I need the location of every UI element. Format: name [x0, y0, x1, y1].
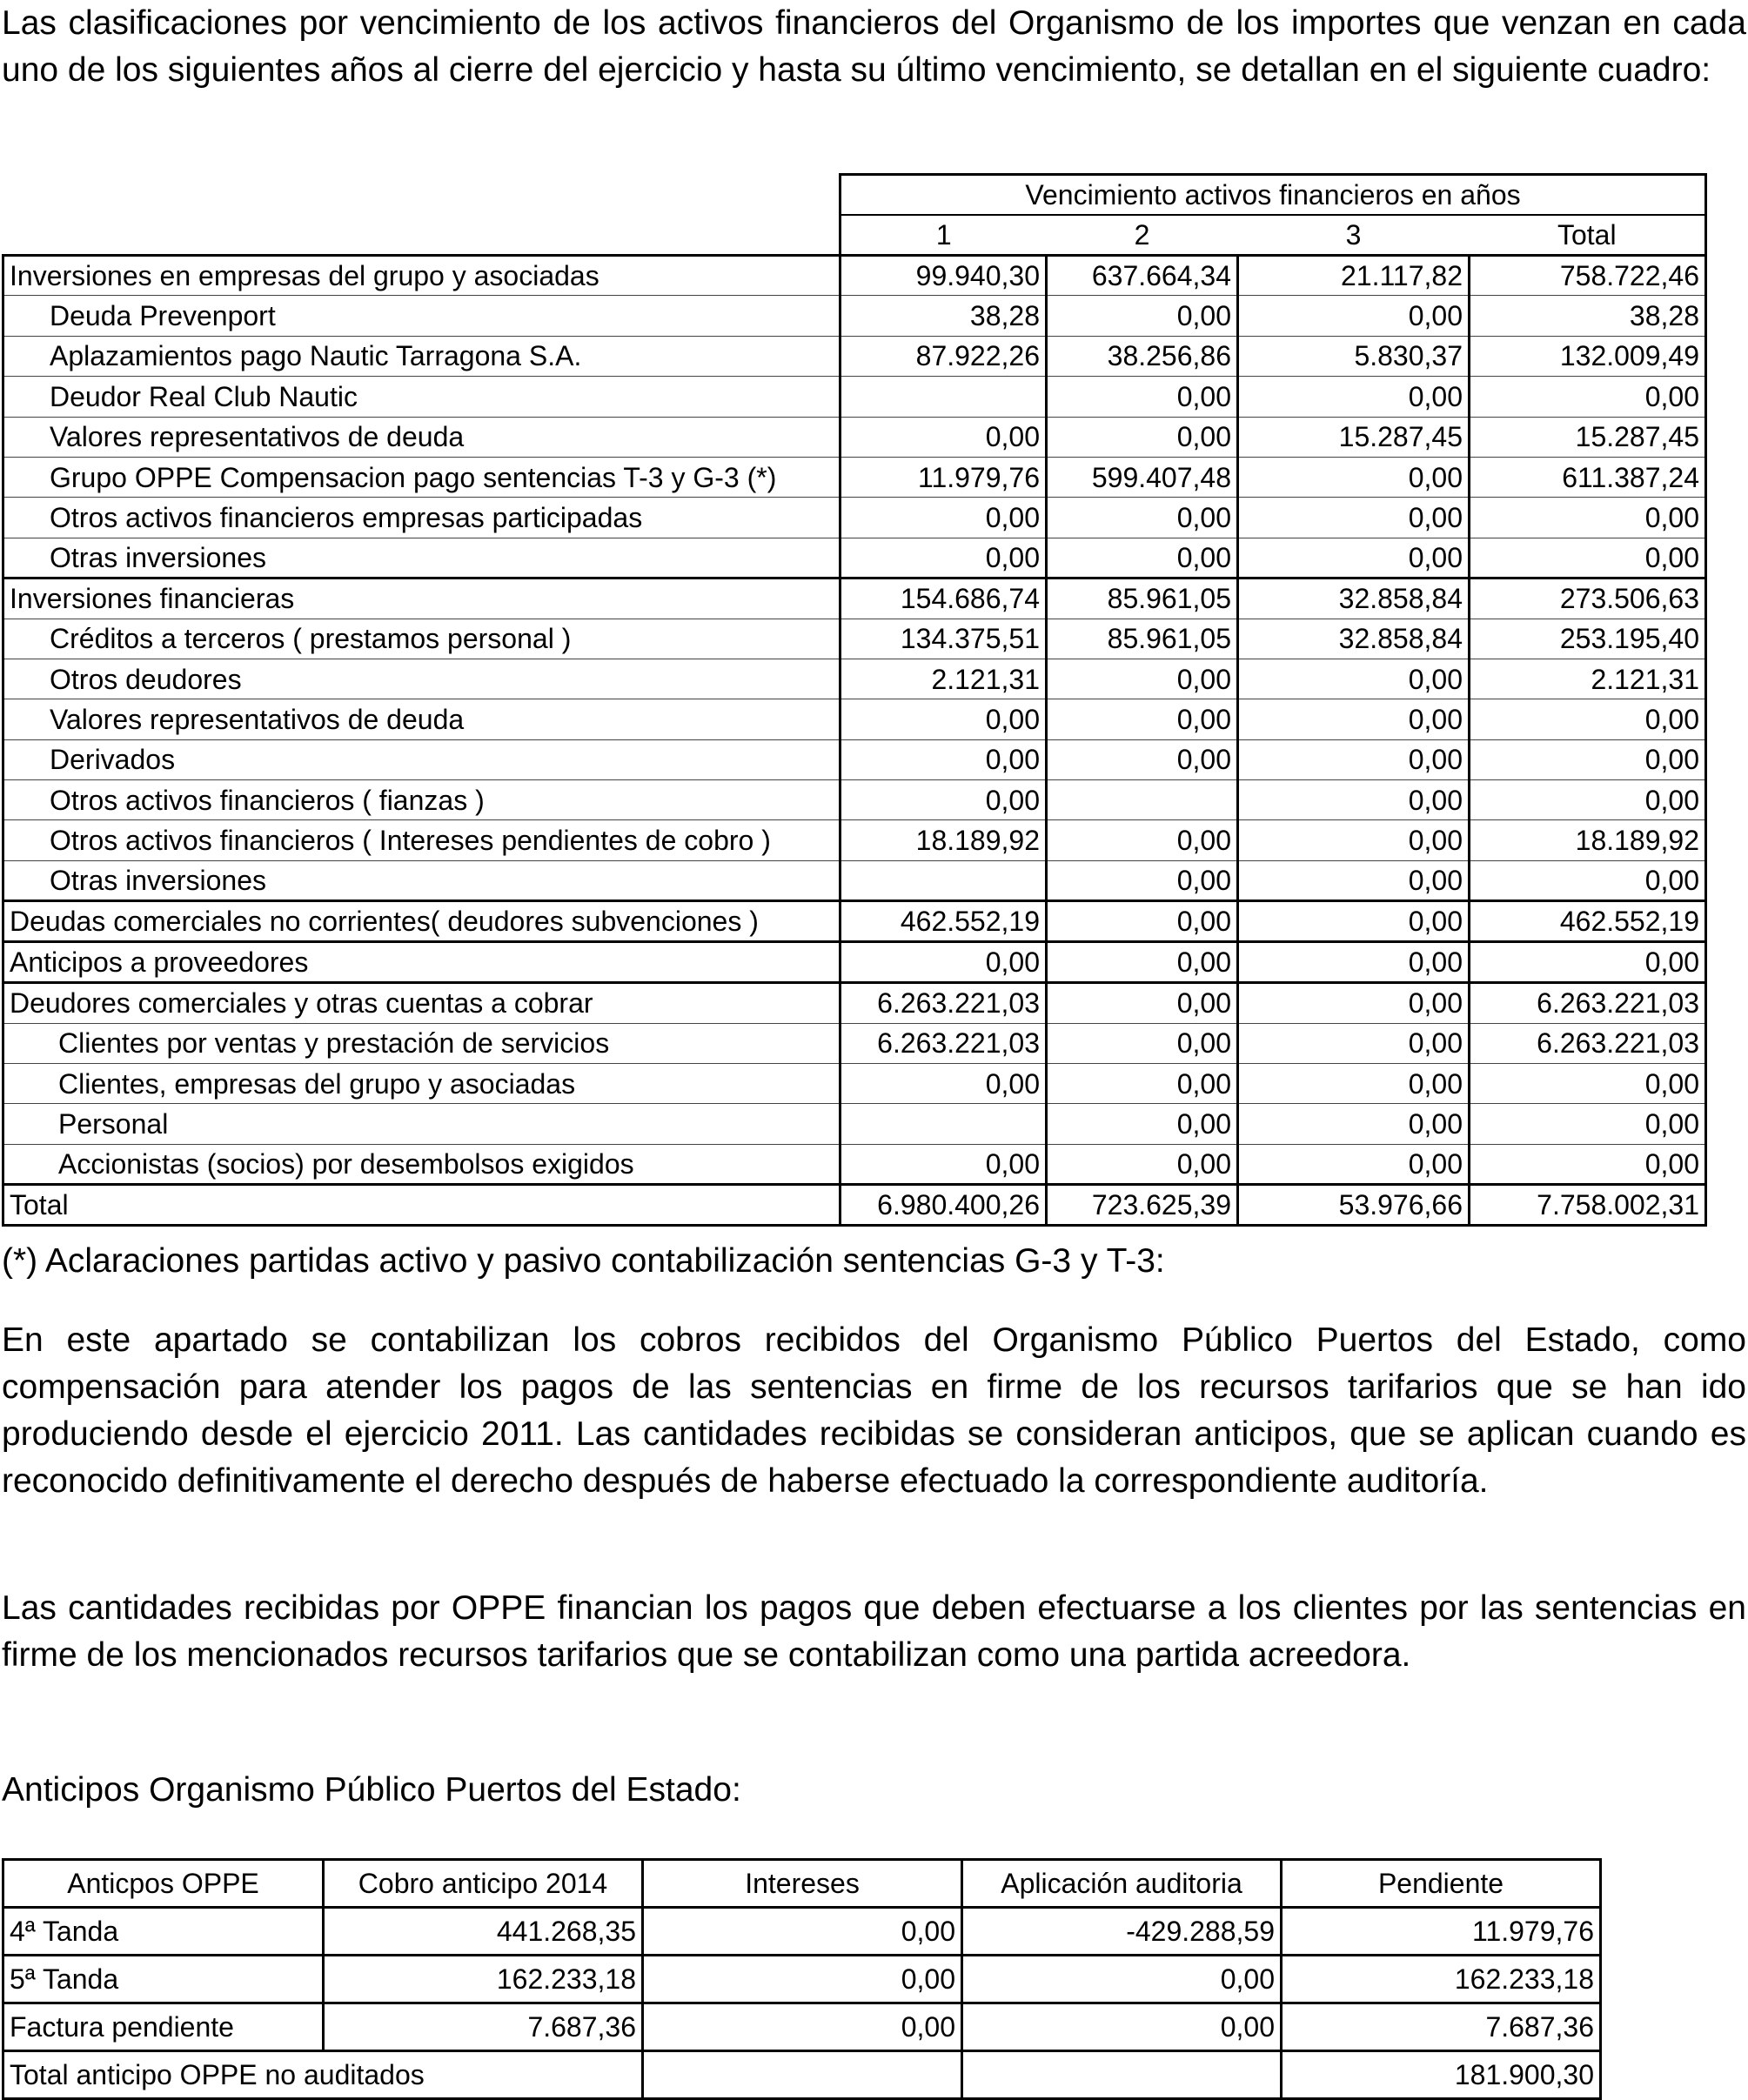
- cell-year-3: 0,00: [1238, 1104, 1470, 1144]
- row-label: Clientes, empresas del grupo y asociadas: [3, 1064, 841, 1104]
- row-label: Otras inversiones: [3, 538, 841, 578]
- cell-year-1: 0,00: [841, 699, 1047, 739]
- column-header-year-3: 3: [1238, 215, 1470, 256]
- table-row: [3, 498, 1706, 538]
- advances-column-header: Anticpos OPPE: [3, 1860, 324, 1908]
- cell-year-3: 0,00: [1238, 699, 1470, 739]
- cell-year-3: 32.858,84: [1238, 579, 1470, 619]
- cell-year-1: 6.263.221,03: [841, 983, 1047, 1023]
- cell-year-2: 0,00: [1047, 1064, 1238, 1104]
- row-label: Derivados: [3, 739, 841, 779]
- cell-year-3: 5.830,37: [1238, 336, 1470, 376]
- advances-total-label: Total anticipo OPPE no auditados: [3, 2051, 643, 2099]
- cell-year-1: 134.375,51: [841, 619, 1047, 659]
- cell-year-2: 0,00: [1047, 377, 1238, 417]
- cell-total: 253.195,40: [1470, 619, 1706, 659]
- advances-total-value: 181.900,30: [1282, 2051, 1601, 2099]
- cell-year-2: 0,00: [1047, 1144, 1238, 1184]
- cell-year-3: 21.117,82: [1238, 256, 1470, 296]
- cell-year-3: 0,00: [1238, 498, 1470, 538]
- maturity-group-header: Vencimiento activos financieros en años: [841, 175, 1706, 216]
- cell-year-2: 0,00: [1047, 1104, 1238, 1144]
- maturity-column-header-row: [3, 215, 1706, 256]
- cell-year-2: 38.256,86: [1047, 336, 1238, 376]
- row-label: Deudas comerciales no corrientes( deudores subvenciones ): [3, 901, 841, 942]
- cell-year-2: 0,00: [1047, 1023, 1238, 1063]
- cell-total: 2.121,31: [1470, 659, 1706, 699]
- paragraph-oppe-financing: Las cantidades recibidas por OPPE financian los pagos que deben efectuarse a los clientes por las sentencias en firme de los mencionados recursos tarifarios que se contabilizan como una partida acreedora.: [2, 1589, 1746, 1674]
- table-row: [3, 1064, 1706, 1104]
- row-label: Clientes por ventas y prestación de servicios: [3, 1023, 841, 1063]
- cell-total: 18.189,92: [1470, 820, 1706, 860]
- cell-year-1: 18.189,92: [841, 820, 1047, 860]
- cell-year-3: 0,00: [1238, 1023, 1470, 1063]
- table-row: [3, 780, 1706, 820]
- cell-year-2: 0,00: [1047, 983, 1238, 1023]
- cell-year-3: 0,00: [1238, 377, 1470, 417]
- advances-row-label: 4ª Tanda: [3, 1908, 324, 1956]
- table-row: [3, 1956, 1601, 2003]
- cell-year-2: 599.407,48: [1047, 457, 1238, 497]
- cell-year-1: 6.980.400,26: [841, 1185, 1047, 1226]
- cell-year-3: 0,00: [1238, 739, 1470, 779]
- cell-year-1: 0,00: [841, 417, 1047, 457]
- advances-cell: -429.288,59: [962, 1908, 1282, 1956]
- cell-total: 273.506,63: [1470, 579, 1706, 619]
- table-row: [3, 1908, 1601, 1956]
- row-label: Otros activos financieros ( Intereses pendientes de cobro ): [3, 820, 841, 860]
- advances-cell: 11.979,76: [1282, 1908, 1601, 1956]
- cell-total: 0,00: [1470, 739, 1706, 779]
- cell-total: 0,00: [1470, 1064, 1706, 1104]
- table-row: [3, 860, 1706, 900]
- cell-year-1: 462.552,19: [841, 901, 1047, 942]
- table-row: [3, 739, 1706, 779]
- cell-total: 6.263.221,03: [1470, 983, 1706, 1023]
- cell-total: 0,00: [1470, 1144, 1706, 1184]
- cell-year-1: 6.263.221,03: [841, 1023, 1047, 1063]
- cell-year-3: 0,00: [1238, 659, 1470, 699]
- cell-year-3: 15.287,45: [1238, 417, 1470, 457]
- row-label: Otros deudores: [3, 659, 841, 699]
- cell-total: 0,00: [1470, 538, 1706, 578]
- row-label: Accionistas (socios) por desembolsos exigidos: [3, 1144, 841, 1184]
- table-row: [3, 619, 1706, 659]
- table-row: [3, 983, 1706, 1023]
- cell-total: 38,28: [1470, 296, 1706, 336]
- cell-year-2: 0,00: [1047, 942, 1238, 983]
- advances-cell: 0,00: [643, 2003, 962, 2051]
- cell-year-3: 0,00: [1238, 457, 1470, 497]
- table-row: [3, 256, 1706, 296]
- cell-total: 611.387,24: [1470, 457, 1706, 497]
- cell-year-3: 0,00: [1238, 942, 1470, 983]
- cell-year-2: 85.961,05: [1047, 579, 1238, 619]
- advances-cell: 0,00: [643, 1956, 962, 2003]
- cell-year-2: 0,00: [1047, 417, 1238, 457]
- cell-year-2: 0,00: [1047, 498, 1238, 538]
- cell-total: 0,00: [1470, 780, 1706, 820]
- cell-year-3: 0,00: [1238, 780, 1470, 820]
- table-row: [3, 820, 1706, 860]
- advances-column-header: Aplicación auditoria: [962, 1860, 1282, 1908]
- row-label: Grupo OPPE Compensacion pago sentencias T-3 y G-3 (*): [3, 457, 841, 497]
- row-label: Deudores comerciales y otras cuentas a cobrar: [3, 983, 841, 1023]
- row-label: Inversiones en empresas del grupo y asociadas: [3, 256, 841, 296]
- cell-total: 0,00: [1470, 699, 1706, 739]
- table-row: [3, 538, 1706, 578]
- maturity-table: [2, 173, 1707, 1227]
- table-row: [3, 1185, 1706, 1226]
- cell-year-2: [1047, 780, 1238, 820]
- advances-column-header: Intereses: [643, 1860, 962, 1908]
- cell-year-3: 0,00: [1238, 901, 1470, 942]
- cell-year-3: 0,00: [1238, 820, 1470, 860]
- advances-row-label: 5ª Tanda: [3, 1956, 324, 2003]
- cell-total: 0,00: [1470, 377, 1706, 417]
- cell-year-1: 87.922,26: [841, 336, 1047, 376]
- cell-total: 462.552,19: [1470, 901, 1706, 942]
- advances-cell: 162.233,18: [324, 1956, 643, 2003]
- table-row: [3, 296, 1706, 336]
- cell-year-1: 11.979,76: [841, 457, 1047, 497]
- advances-table: [2, 1858, 1602, 2100]
- advances-title: Anticipos Organismo Público Puertos del Estado:: [2, 1771, 741, 1809]
- advances-row-label: Factura pendiente: [3, 2003, 324, 2051]
- cell-year-1: 0,00: [841, 942, 1047, 983]
- table-row: [3, 659, 1706, 699]
- advances-column-header: Pendiente: [1282, 1860, 1601, 1908]
- row-label: Aplazamientos pago Nautic Tarragona S.A.: [3, 336, 841, 376]
- cell-total: 132.009,49: [1470, 336, 1706, 376]
- cell-total: 6.263.221,03: [1470, 1023, 1706, 1063]
- cell-year-1: [841, 377, 1047, 417]
- table-row: [3, 457, 1706, 497]
- table-row: [3, 417, 1706, 457]
- cell-year-1: 0,00: [841, 739, 1047, 779]
- cell-total: 0,00: [1470, 1104, 1706, 1144]
- table-row: [3, 1144, 1706, 1184]
- row-label: Personal: [3, 1104, 841, 1144]
- cell-year-3: 0,00: [1238, 983, 1470, 1023]
- cell-total: 0,00: [1470, 942, 1706, 983]
- cell-year-1: 0,00: [841, 498, 1047, 538]
- cell-year-1: 2.121,31: [841, 659, 1047, 699]
- advances-cell: 162.233,18: [1282, 1956, 1601, 2003]
- column-header-year-1: 1: [841, 215, 1047, 256]
- cell-year-2: 0,00: [1047, 699, 1238, 739]
- cell-year-3: 53.976,66: [1238, 1185, 1470, 1226]
- cell-year-3: 0,00: [1238, 860, 1470, 900]
- advances-header-row: [3, 1860, 1601, 1908]
- cell-year-1: 154.686,74: [841, 579, 1047, 619]
- table-row: [3, 2003, 1601, 2051]
- cell-year-1: [841, 1104, 1047, 1144]
- advances-total-row: [3, 2051, 1601, 2099]
- cell-year-1: 0,00: [841, 1064, 1047, 1104]
- row-label: Créditos a terceros ( prestamos personal ): [3, 619, 841, 659]
- row-label: Anticipos a proveedores: [3, 942, 841, 983]
- row-label: Deuda Prevenport: [3, 296, 841, 336]
- cell-total: 0,00: [1470, 498, 1706, 538]
- cell-year-2: 0,00: [1047, 901, 1238, 942]
- table-row: [3, 901, 1706, 942]
- cell-year-1: 0,00: [841, 1144, 1047, 1184]
- row-label: Deudor Real Club Nautic: [3, 377, 841, 417]
- cell-year-2: 723.625,39: [1047, 1185, 1238, 1226]
- row-label: Valores representativos de deuda: [3, 417, 841, 457]
- paragraph-oppe-compensation: En este apartado se contabilizan los cobros recibidos del Organismo Público Puertos del Estado, como compensación para atender los pagos de las sentencias en firme de los recursos tarifarios que se han ido produciendo desde el ejercicio 2011. Las cantidades recibidas se consideran anticipos, que se aplican cuando es reconocido definitivamente el derecho después de haberse efectuado la correspondiente auditoría.: [2, 1321, 1746, 1500]
- row-label: Otros activos financieros ( fianzas ): [3, 780, 841, 820]
- advances-cell: 0,00: [962, 1956, 1282, 2003]
- row-label: Valores representativos de deuda: [3, 699, 841, 739]
- advances-cell: 7.687,36: [324, 2003, 643, 2051]
- column-header-total: Total: [1470, 215, 1706, 256]
- cell-year-1: 0,00: [841, 538, 1047, 578]
- cell-year-3: 32.858,84: [1238, 619, 1470, 659]
- table-row: [3, 1104, 1706, 1144]
- intro-paragraph: Las clasificaciones por vencimiento de los activos financieros del Organismo de los importes que venzan en cada uno de los siguientes años al cierre del ejercicio y hasta su último vencimiento, se detallan en el siguiente cuadro:: [2, 4, 1746, 89]
- cell-year-3: 0,00: [1238, 1144, 1470, 1184]
- column-header-year-2: 2: [1047, 215, 1238, 256]
- cell-year-1: 0,00: [841, 780, 1047, 820]
- row-label: Inversiones financieras: [3, 579, 841, 619]
- cell-year-2: 637.664,34: [1047, 256, 1238, 296]
- maturity-group-header-row: [3, 175, 1706, 216]
- advances-cell: 441.268,35: [324, 1908, 643, 1956]
- cell-year-3: 0,00: [1238, 1064, 1470, 1104]
- cell-total: 15.287,45: [1470, 417, 1706, 457]
- table-row: [3, 942, 1706, 983]
- advances-column-header: Cobro anticipo 2014: [324, 1860, 643, 1908]
- cell-year-1: [841, 860, 1047, 900]
- table-row: [3, 1023, 1706, 1063]
- cell-year-2: 0,00: [1047, 296, 1238, 336]
- row-label: Otras inversiones: [3, 860, 841, 900]
- cell-year-2: 0,00: [1047, 860, 1238, 900]
- table-row: [3, 377, 1706, 417]
- cell-year-2: 85.961,05: [1047, 619, 1238, 659]
- cell-year-2: 0,00: [1047, 659, 1238, 699]
- advances-cell: 0,00: [962, 2003, 1282, 2051]
- cell-year-1: 99.940,30: [841, 256, 1047, 296]
- cell-total: 7.758.002,31: [1470, 1185, 1706, 1226]
- cell-year-2: 0,00: [1047, 538, 1238, 578]
- cell-year-3: 0,00: [1238, 296, 1470, 336]
- footnote: (*) Aclaraciones partidas activo y pasivo contabilización sentencias G-3 y T-3:: [2, 1242, 1165, 1280]
- table-row: [3, 579, 1706, 619]
- cell-total: 0,00: [1470, 860, 1706, 900]
- cell-year-1: 38,28: [841, 296, 1047, 336]
- row-label: Total: [3, 1185, 841, 1226]
- table-row: [3, 699, 1706, 739]
- advances-cell: 0,00: [643, 1908, 962, 1956]
- table-row: [3, 336, 1706, 376]
- cell-total: 758.722,46: [1470, 256, 1706, 296]
- advances-cell: 7.687,36: [1282, 2003, 1601, 2051]
- cell-year-2: 0,00: [1047, 739, 1238, 779]
- row-label: Otros activos financieros empresas participadas: [3, 498, 841, 538]
- cell-year-3: 0,00: [1238, 538, 1470, 578]
- cell-year-2: 0,00: [1047, 820, 1238, 860]
